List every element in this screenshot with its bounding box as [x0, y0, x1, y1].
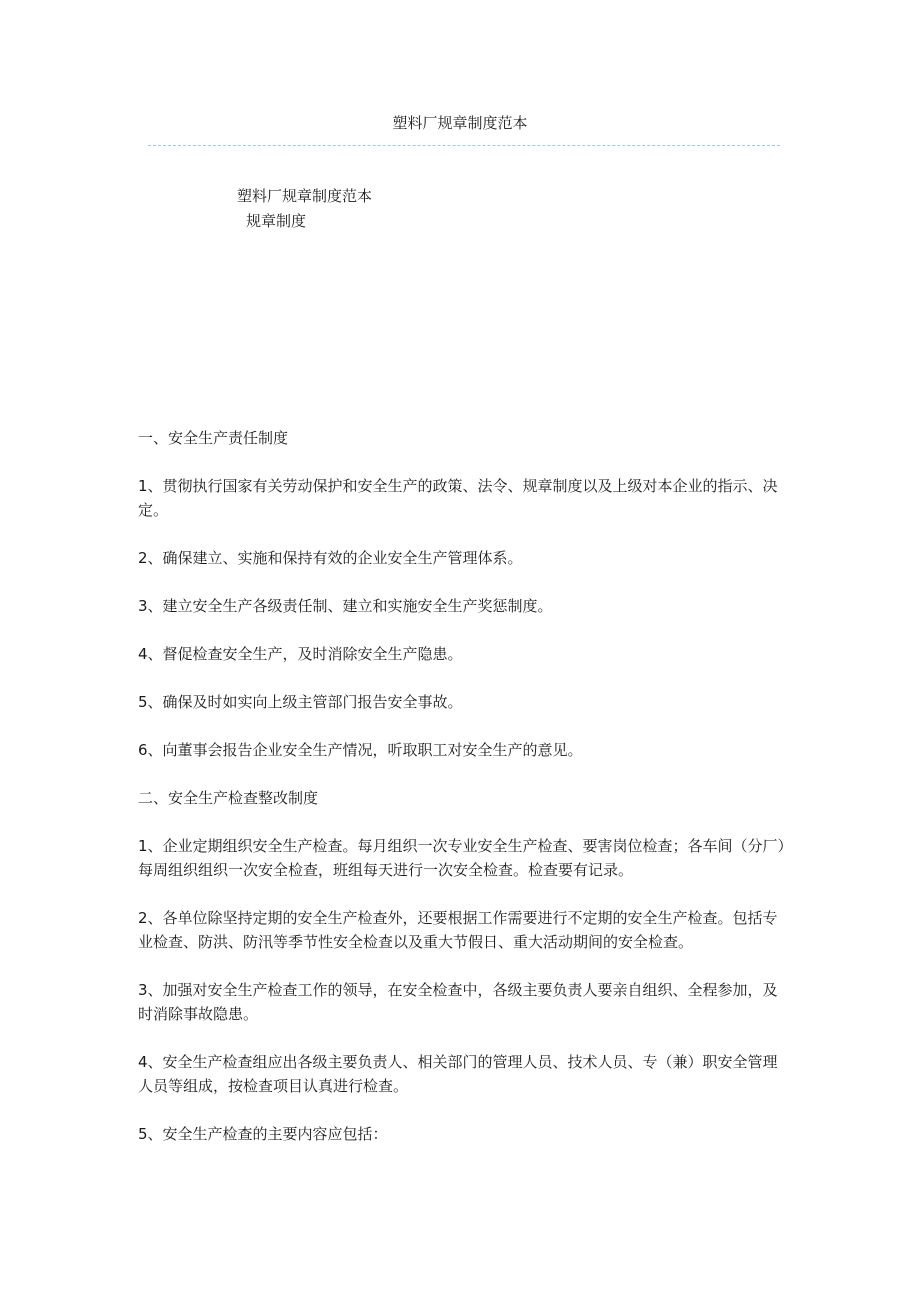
paragraph: 2、各单位除坚持定期的安全生产检查外，还要根据工作需要进行不定期的安全生产检查。包括专业检查、防洪、防汛等季节性安全检查以及重大节假日、重大活动期间的安全检查。 [138, 909, 778, 951]
page-header-title: 塑料厂规章制度范本 [392, 114, 528, 132]
header-divider [148, 145, 780, 146]
document-title: 塑料厂规章制度范本 [237, 187, 373, 205]
paragraph: 1、贯彻执行国家有关劳动保护和安全生产的政策、法令、规章制度以及上级对本企业的指示、决定。 [138, 477, 778, 519]
paragraph: 1、企业定期组织安全生产检查。每月组织一次专业安全生产检查、要害岗位检查；各车间（分厂）每周组织组织一次安全检查，班组每天进行一次安全检查。检查要有记录。 [138, 837, 786, 879]
paragraph: 4、安全生产检查组应出各级主要负责人、相关部门的管理人员、技术人员、专（兼）职安全管理人员等组成，按检查项目认真进行检查。 [138, 1053, 778, 1095]
section-heading-2: 二、安全生产检查整改制度 [138, 789, 319, 807]
section-heading-1: 一、安全生产责任制度 [138, 429, 289, 447]
paragraph: 3、建立安全生产各级责任制、建立和实施安全生产奖惩制度。 [138, 597, 553, 615]
document-subtitle: 规章制度 [246, 212, 307, 230]
paragraph: 5、确保及时如实向上级主管部门报告安全事故。 [138, 693, 463, 711]
paragraph: 2、确保建立、实施和保持有效的企业安全生产管理体系。 [138, 549, 523, 567]
paragraph: 6、向董事会报告企业安全生产情况，听取职工对安全生产的意见。 [138, 741, 583, 759]
paragraph: 3、加强对安全生产检查工作的领导，在安全检查中，各级主要负责人要亲自组织、全程参加，及时消除事故隐患。 [138, 981, 778, 1023]
document-body [138, 426, 790, 1170]
paragraph: 5、安全生产检查的主要内容应包括： [138, 1125, 388, 1143]
paragraph: 4、督促检查安全生产，及时消除安全生产隐患。 [138, 645, 463, 663]
